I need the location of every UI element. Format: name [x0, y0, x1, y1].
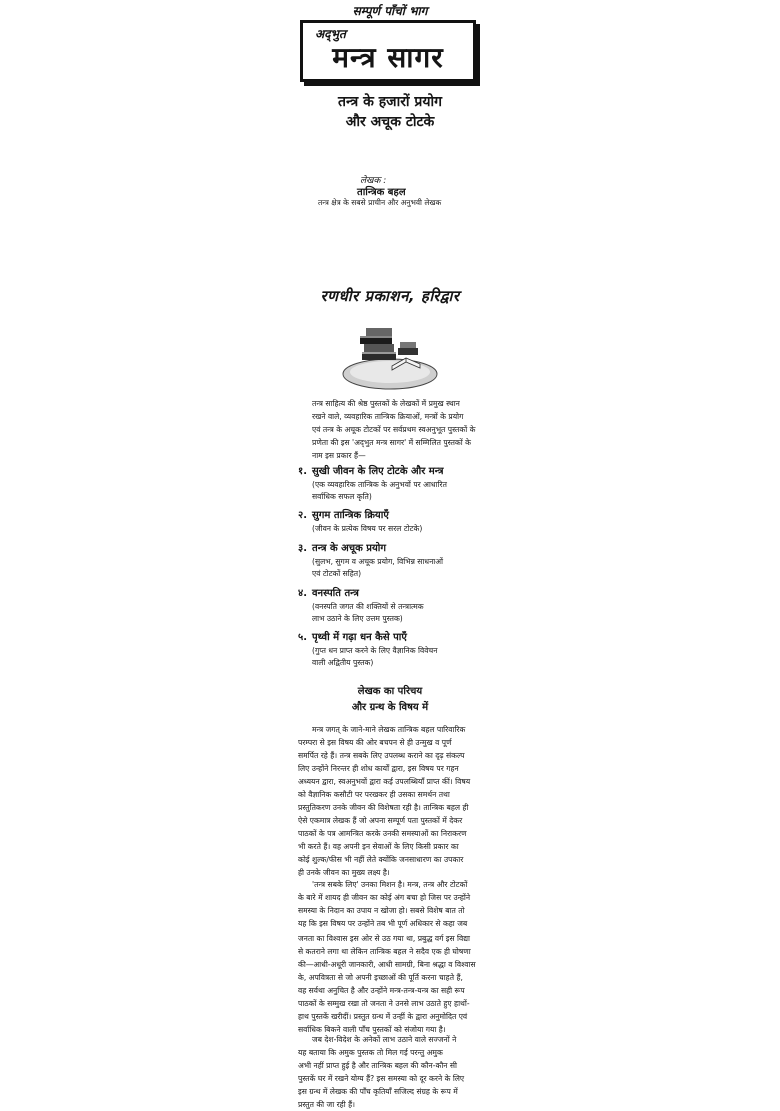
- author-name: तान्त्रिक बहल: [357, 187, 406, 198]
- book-number: २.: [298, 510, 307, 521]
- intro-line: प्रणेता की इस 'अद्‌भुत मन्त्र सागर' में सम्मिलित पुस्तकों के: [312, 438, 471, 447]
- paragraph-line: 'तन्त्र सबके लिए' उनका मिशन है। मन्त्र, तन्त्र और टोटकों: [312, 880, 468, 889]
- books-icon: [340, 322, 440, 392]
- intro-line: रखने वाले, व्यवहारिक तान्त्रिक क्रियाओं, मन्त्रों के प्रयोग: [312, 412, 464, 421]
- book-description: लाभ उठाने के लिए उत्तम पुस्तक): [312, 614, 403, 623]
- book-title: वनस्पति तन्त्र: [312, 588, 359, 599]
- subtitle-line-1: तन्त्र के हजारों प्रयोग: [337, 94, 443, 110]
- paragraph-line: प्रस्तुत की जा रही हैं।: [298, 1100, 356, 1109]
- book-description: वाली अद्वितीय पुस्तक): [312, 658, 374, 667]
- paragraph-line: यह कि इस विषय पर उन्होंने तब भी पूर्ण अधिकार से कहा जब: [298, 919, 468, 928]
- author-tagline: तन्त्र क्षेत्र के सबसे प्राचीन और अनुभवी लेखक: [318, 198, 442, 207]
- paragraph-line: समस्या के निदान का उपाय न खोजा हो। सबसे विशेष बात तो: [298, 906, 465, 915]
- paragraph-line: हाथ पुस्तकें खरीदीं। प्रस्तुत ग्रन्थ में उन्हीं के द्वारा अनुमोदित एवं: [298, 1012, 468, 1021]
- intro-line: तन्त्र साहित्य की श्रेष्ठ पुस्तकों के लेखकों में प्रमुख स्थान: [312, 399, 460, 408]
- paragraph-line: यह बताया कि अमुक पुस्तक तो मिल गई परन्तु अमुक: [298, 1048, 443, 1057]
- book-title: मन्त्र सागर: [332, 41, 444, 74]
- paragraph-line: पाठकों के सम्मुख रखा तो जनता ने उनसे लाभ उठाते हुए हाथों-: [298, 999, 470, 1008]
- about-paragraph-2: [298, 878, 484, 930]
- paragraph-line: ही उनके जीवन का मुख्य लक्ष्य है।: [298, 868, 390, 877]
- title-small: अद्‌भुत: [315, 27, 346, 41]
- paragraph-line: सर्वाधिक बिकने वाली पाँच पुस्तकों को संजोया गया है।: [298, 1025, 446, 1034]
- top-label: सम्पूर्ण पाँचों भाग: [352, 4, 428, 18]
- paragraph-line: लिए उन्होंने निरन्तर ही शोध कार्यों द्वारा, इस विषय पर गहन: [298, 764, 459, 773]
- book-description: (गुप्त धन प्राप्त करने के लिए वैज्ञानिक विवेचन: [312, 646, 438, 655]
- title-box: [300, 20, 476, 82]
- book-title: तन्त्र के अचूक प्रयोग: [312, 543, 386, 554]
- paragraph-line: वह सर्वथा अनुचित है और उन्होंने मन्त्र-तन्त्र-यन्त्र का सही रूप: [298, 986, 465, 995]
- book-number: ५.: [298, 632, 307, 643]
- paragraph-line: से कतराने लगा था लेकिन तान्त्रिक बहल ने सदैव एक ही घोषणा: [298, 947, 471, 956]
- book-description: सर्वाधिक सफल कृति): [312, 492, 372, 501]
- intro-line: एवं तन्त्र के अचूक टोटकों पर सर्वप्रथम स्वअनुभूत पुस्तकों के: [312, 425, 476, 434]
- book-description: एवं टोटकों सहित): [312, 569, 362, 578]
- paragraph-line: जब देश-विदेश के अनेकों लाभ उठाने वाले सज्जनों ने: [312, 1035, 457, 1044]
- paragraph-line: के, अपवित्रता से जो अपनी इच्छाओं की पूर्ति करना चाहते हैं,: [298, 973, 463, 982]
- paragraph-line: पुस्तकें घर में रखने योग्य हैं? इस समस्या को दूर करने के लिए: [298, 1074, 465, 1083]
- book-item: [298, 464, 488, 503]
- book-item: [298, 508, 488, 535]
- paragraph-line: अध्ययन द्वारा, स्वअनुभवों द्वारा कई उपलब्धियाँ प्राप्त कीं। विषय: [298, 777, 471, 786]
- paragraph-line: प्रस्तुतिकरण उनके जीवन की विशेषता रही है। तान्त्रिक बहल ही: [298, 803, 469, 812]
- paragraph-line: ऐसे एकमात्र लेखक हैं जो अपना सम्पूर्ण पता पुस्तकों में देकर: [298, 816, 463, 825]
- subtitle-line-2: और अचूक टोटके: [345, 114, 435, 130]
- paragraph-line: इस ग्रन्थ में लेखक की पाँच कृतियाँ सजिल्द संग्रह के रूप में: [298, 1087, 458, 1096]
- intro-line: नाम इस प्रकार हैं—: [312, 451, 366, 460]
- intro-paragraph: [298, 397, 484, 462]
- about-subheading: और ग्रन्थ के विषय में: [351, 702, 429, 713]
- book-number: १.: [298, 466, 307, 477]
- book-title: सुगम तान्त्रिक क्रियाएँ: [312, 510, 389, 521]
- book-description: (वनस्पति जगत की शक्तियों से तन्त्रात्मक: [312, 602, 424, 611]
- books-illustration: [340, 322, 440, 392]
- book-title: पृथ्वी में गढ़ा धन कैसे पाएँ: [312, 632, 407, 643]
- paragraph-line: मन्त्र जगत् के जाने-माने लेखक तान्त्रिक बहल पारिवारिक: [312, 725, 466, 734]
- publisher-name: रणधीर प्रकाशन, हरिद्वार: [320, 287, 460, 305]
- book-number: ३.: [298, 543, 307, 554]
- paragraph-line: को वैज्ञानिक कसौटी पर परखकर ही उसका समर्थन तथा: [298, 790, 450, 799]
- paragraph-line: पाठकों के पत्र आमन्त्रित करके उनकी समस्याओं का निराकरण: [298, 829, 467, 838]
- author-label: लेखक :: [360, 176, 387, 186]
- paragraph-line: भी करते हैं। वह अपनी इन सेवाओं के लिए किसी प्रकार का: [298, 842, 459, 851]
- book-description: (एक व्यवहारिक तान्त्रिक के अनुभवों पर आधारित: [312, 480, 447, 489]
- paragraph-line: के बारे में शायद ही जीवन का कोई अंग बचा हो जिस पर उन्होंने: [298, 893, 471, 902]
- paragraph-line: परम्परा से इस विषय की ओर बचपन से ही उन्मुख व पूर्ण: [298, 738, 452, 747]
- book-item: [298, 586, 488, 625]
- book-item: [298, 541, 488, 580]
- paragraph-line: अभी नहीं प्राप्त हुई है और तान्त्रिक बहल की कौन-कौन सी: [298, 1061, 458, 1070]
- about-heading: लेखक का परिचय: [357, 686, 423, 697]
- paragraph-line: समर्पित रहे हैं। तन्त्र सबके लिए उपलब्ध कराने का दृढ़ संकल्प: [298, 751, 465, 760]
- about-paragraph-3: [298, 932, 484, 1036]
- book-title: सुखी जीवन के लिए टोटके और मन्त्र: [312, 466, 444, 477]
- book-description: (सुलभ, सुगम व अचूक प्रयोग, विभिन्न साधनाओं: [312, 557, 444, 566]
- paragraph-line: की—आधी-अधूरी जानकारी, आधी सामग्री, बिना श्रद्धा व विश्वास: [298, 960, 476, 969]
- book-number: ४.: [298, 588, 307, 599]
- paragraph-line: कोई शुल्क/फीस भी नहीं लेते क्योंकि जनसाधारण का उपकार: [298, 855, 464, 864]
- about-paragraph-1: [298, 723, 484, 879]
- book-item: [298, 630, 488, 669]
- about-paragraph-4: [298, 1033, 484, 1111]
- paragraph-line: जनता का विश्वास इस ओर से उठ गया था, प्रबुद्ध वर्ग इस विद्या: [298, 934, 470, 943]
- book-description: (जीवन के प्रत्येक विषय पर सरल टोटके): [312, 524, 423, 533]
